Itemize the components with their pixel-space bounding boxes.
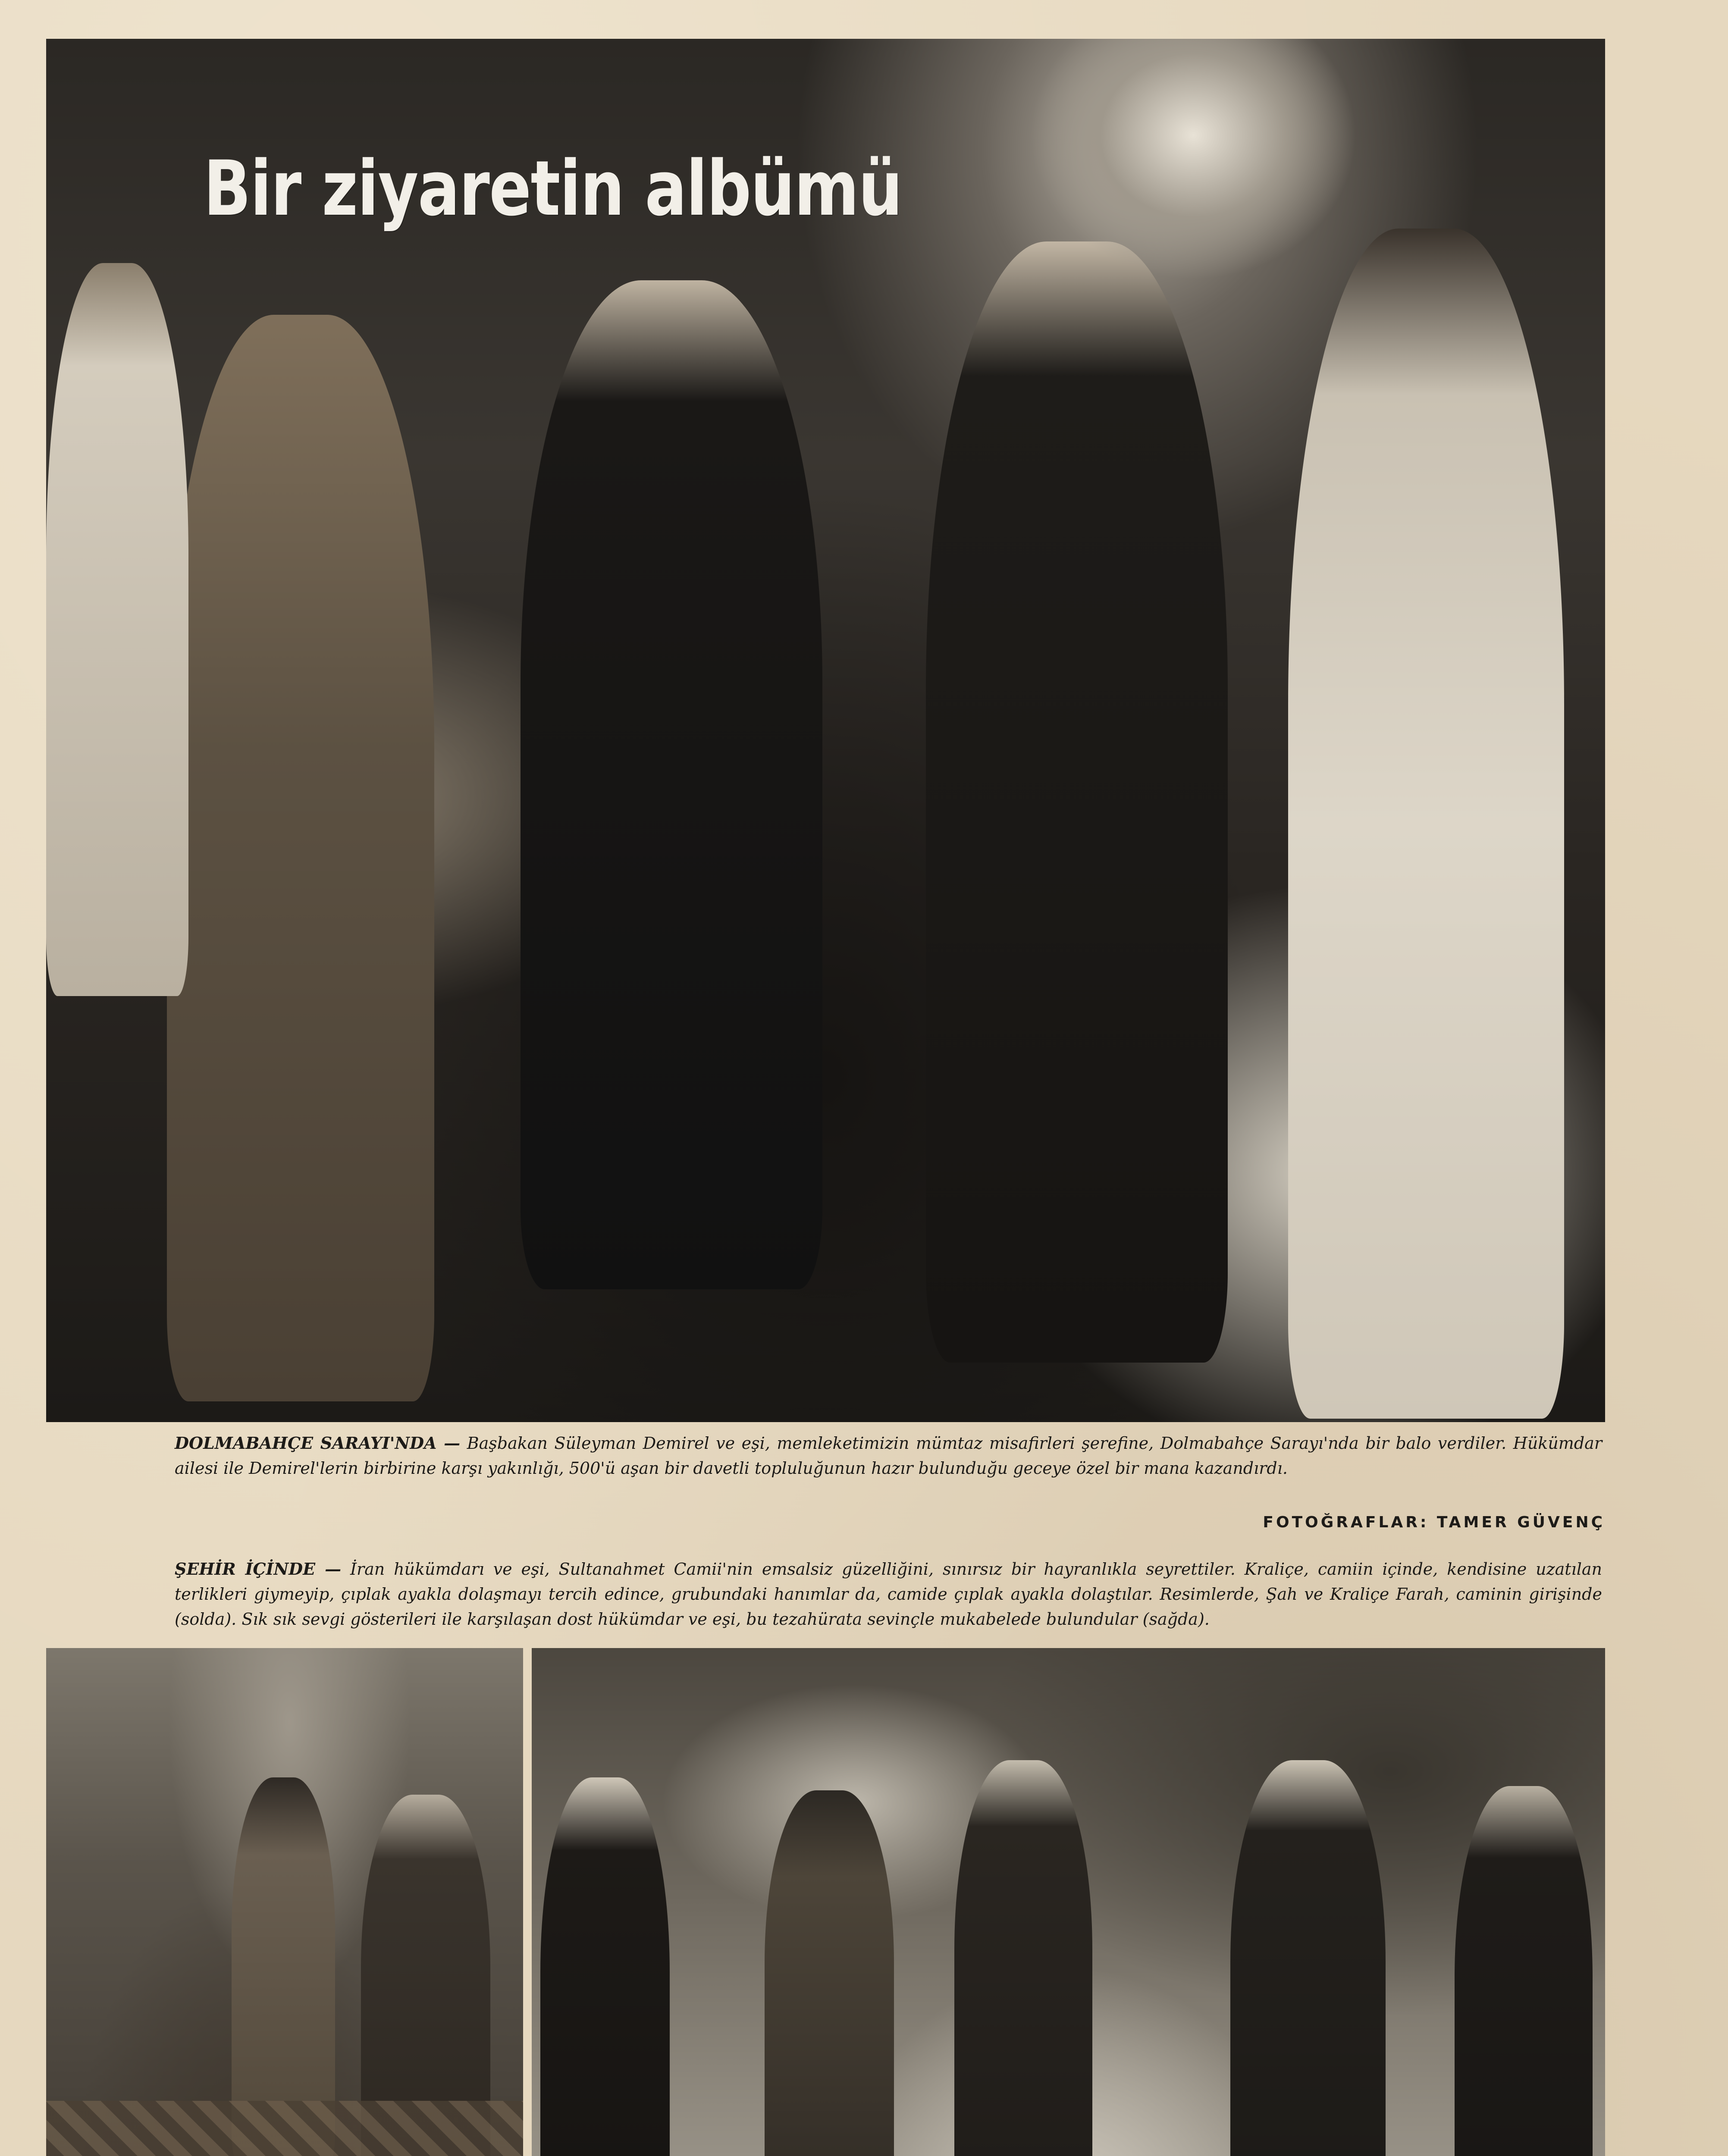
figure-queen-mosque (232, 1777, 335, 2156)
figure-man-right-street (1230, 1760, 1386, 2156)
palace-caption-body: Başbakan Süleyman Demirel ve eşi, memleketimizin mümtaz misafirleri şerefine, Dolmabahçe Sarayı'nda bir balo verdiler. Hükümdar ailesi ile Demirel'lerin birbirine karşı yakınlığı, 500'ü aşan bir davetli topluluğunun hazır bulunduğu geceye özel bir mana kazandırdı. (175, 1434, 1602, 1478)
figure-queen-street (765, 1790, 894, 2156)
figure-man-center (521, 280, 822, 1289)
photo-gutter (523, 1648, 533, 2156)
figure-man-glasses (926, 241, 1228, 1363)
figure-woman-left (167, 315, 434, 1401)
ballroom-photo (46, 39, 1605, 1422)
headline: Bir ziyaretin albümü (204, 144, 902, 233)
figure-man-edge-street (1455, 1786, 1593, 2156)
figure-woman-right (1288, 229, 1564, 1419)
palace-caption (175, 1431, 1602, 1481)
city-caption (175, 1557, 1602, 1632)
street-crowd-photo (532, 1648, 1605, 2156)
city-caption-lead: ŞEHİR İÇİNDE — (175, 1559, 342, 1579)
palace-caption-lead: DOLMABAHÇE SARAYI'NDA — (175, 1433, 461, 1453)
mosque-entrance-photo (46, 1648, 533, 2156)
city-caption-body: İran hükümdarı ve eşi, Sultanahmet Camii'nin emsalsiz güzelliğini, sınırsız bir hayranlıkla seyrettiler. Kraliçe, camiin içinde, kendisine uzatılan terlikleri giymeyip, çıplak ayakla dolaşmayı tercih edince, grubundaki hanımlar da, camide çıplak ayakla dolaştılar. Resimlerde, Şah ve Kraliçe Farah, caminin girişinde (solda). Sık sık sevgi gösterileri ile karşılaşan dost hükümdar ve eşi, bu tezahürata sevinçle mukabelede bulundular (sağda). (175, 1560, 1602, 1629)
figure-shah-street (954, 1760, 1092, 2156)
photo-credit: FOTOĞRAFLAR: TAMER GÜVENÇ (1263, 1514, 1605, 1531)
figure-man-left-street (540, 1777, 670, 2156)
chandelier (1029, 39, 1357, 280)
figure-man-white-jacket (46, 263, 188, 996)
carpet (46, 2101, 533, 2156)
